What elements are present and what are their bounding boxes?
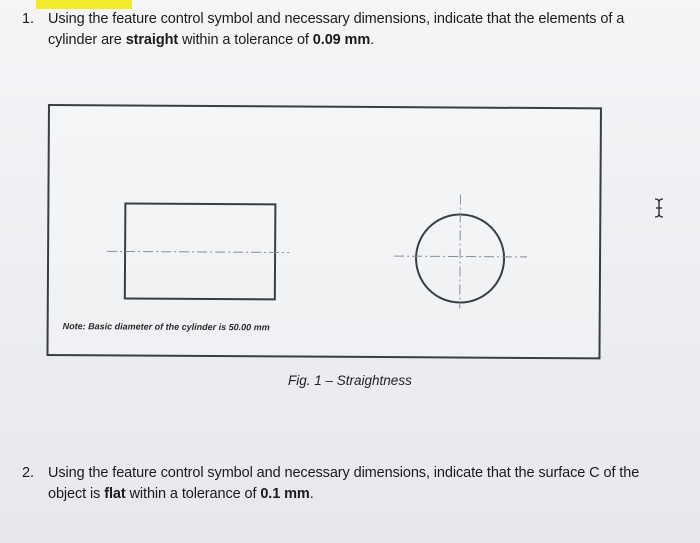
figure-frame: [46, 104, 602, 359]
question-2-number: 2.: [22, 465, 34, 481]
text-highlight: [36, 0, 132, 9]
question-1-prefix: Using the feature control symbol and necessary dimensions, indicate that the elements of a cylinder are: [48, 11, 625, 48]
question-1-text: [48, 9, 668, 51]
question-2-prefix: Using the feature control symbol and necessary dimensions, indicate that the surface C of the object is: [48, 465, 640, 502]
question-2-keyword: flat: [104, 486, 126, 502]
figure-caption: Fig. 1 – Straightness: [288, 373, 412, 388]
question-1-number: 1.: [22, 11, 34, 27]
question-2-middle: within a tolerance of: [125, 486, 261, 502]
question-1-value: 0.09 mm: [312, 32, 371, 48]
end-view-vertical-centerline: [460, 195, 461, 309]
cylinder-drawing: [48, 106, 600, 357]
question-1-keyword: straight: [125, 32, 179, 48]
figure-note: Note: Basic diameter of the cylinder is 50.00 mm: [62, 321, 270, 333]
question-2-value: 0.1 mm: [260, 486, 310, 502]
question-2-suffix: .: [309, 486, 314, 502]
question-1-middle: within a tolerance of: [178, 32, 313, 48]
text-cursor-icon: [653, 198, 665, 218]
question-2-text: [48, 463, 668, 505]
question-1-suffix: .: [370, 32, 375, 48]
front-view-centerline: [107, 251, 289, 252]
